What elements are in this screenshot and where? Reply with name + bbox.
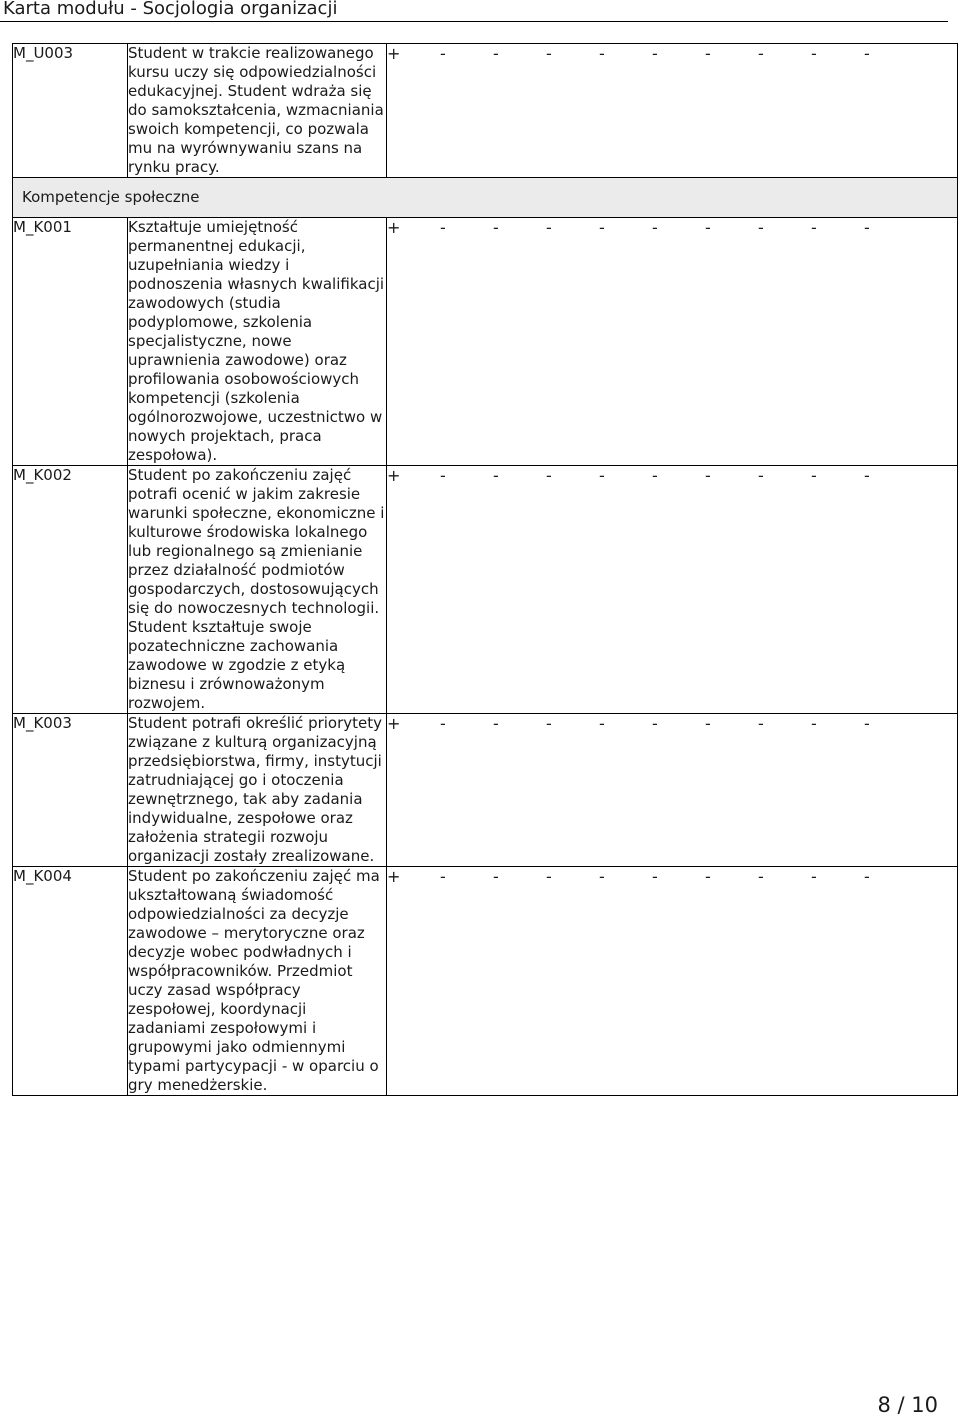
mark-cell: - [599, 218, 605, 237]
mark-cell: - [705, 867, 711, 886]
table-row [13, 44, 958, 178]
mark-cell: - [652, 218, 658, 237]
outcome-description-text: Student w trakcie realizowanego kursu uczy się odpowiedzialności edukacyjnej. Student wdraża się do samokształcenia, wzmacniania swoich kompetencji, co pozwala mu na wyrównywaniu szans na rynku pracy. [128, 44, 384, 176]
mark-cell: - [599, 867, 605, 886]
outcome-marks [387, 466, 958, 714]
outcome-description [128, 714, 387, 867]
outcome-description [128, 466, 387, 714]
mark-cell: - [440, 218, 446, 237]
mark-cell: - [758, 867, 764, 886]
mark-cell: + [387, 44, 401, 63]
mark-cell: - [440, 466, 446, 485]
mark-cell: - [864, 714, 870, 733]
mark-cell: - [758, 714, 764, 733]
mark-cell: - [811, 867, 817, 886]
mark-cell: - [652, 44, 658, 63]
mark-cell: + [387, 466, 401, 485]
mark-cell: - [546, 867, 552, 886]
page-number: 8 / 10 [877, 1393, 938, 1417]
mark-cell: - [599, 466, 605, 485]
mark-cell: - [440, 714, 446, 733]
mark-cell: - [546, 44, 552, 63]
outcome-description-text: Student po zakończeniu zajęć potrafi ocenić w jakim zakresie warunki społeczne, ekonomiczne i kulturowe środowiska lokalnego lub regionalnego są zmienianie przez działalność podmiotów gospodarczych, dostosowujących się do nowoczesnych technologii. Student kształtuje swoje pozatechniczne zachowania zawodowe w zgodzie z etyką biznesu i zrównoważonym rozwojem. [128, 466, 385, 712]
outcome-description-text: Kształtuje umiejętność permanentnej edukacji, uzupełniania wiedzy i podnoszenia własnych kwalifikacji zawodowych (studia podyplomowe, szkolenia specjalistyczne, nowe uprawnienia zawodowe) oraz profilowania osobowościowych kompetencji (szkolenia ogólnorozwojowe, uczestnictwo w nowych projektach, praca zespołowa). [128, 218, 385, 464]
mark-cell: - [546, 218, 552, 237]
mark-cell: - [440, 44, 446, 63]
mark-cell: - [493, 466, 499, 485]
mark-cell: - [493, 867, 499, 886]
mark-cell: - [705, 218, 711, 237]
mark-cell: - [811, 218, 817, 237]
outcome-marks [387, 714, 958, 867]
outcome-code: M_K004 [13, 867, 128, 1096]
mark-cell: - [864, 44, 870, 63]
document-title: Karta modułu - Socjologia organizacji [3, 0, 338, 19]
mark-cell: - [705, 466, 711, 485]
module-outcomes-table [12, 43, 958, 1096]
mark-cell: - [864, 466, 870, 485]
header-divider [0, 21, 948, 22]
mark-cell: - [758, 466, 764, 485]
outcome-code: M_U003 [13, 44, 128, 178]
table-row [13, 466, 958, 714]
table-row [13, 218, 958, 466]
outcome-description [128, 218, 387, 466]
mark-cell: - [599, 714, 605, 733]
table-row [13, 867, 958, 1096]
outcome-description [128, 44, 387, 178]
mark-cell: - [811, 714, 817, 733]
mark-cell: - [652, 714, 658, 733]
outcome-code: M_K001 [13, 218, 128, 466]
outcome-marks [387, 44, 958, 178]
section-row [13, 178, 958, 218]
outcome-code: M_K002 [13, 466, 128, 714]
mark-cell: - [705, 714, 711, 733]
outcome-description-text: Student po zakończeniu zajęć ma ukształtowaną świadomość odpowiedzialności za decyzje zawodowe – merytoryczne oraz decyzje wobec podwładnych i współpracowników. Przedmiot uczy zasad współpracy zespołowej, koordynacji zadaniami zespołowymi i grupowymi jako odmiennymi typami partycypacji - w oparciu o gry menedżerskie. [128, 867, 380, 1094]
outcome-description-text: Student potrafi określić priorytety związane z kulturą organizacyjną przedsiębiorstwa, firmy, instytucji zatrudniającej go i otoczenia zewnętrznego, tak aby zadania indywidualne, zespołowe oraz założenia strategii rozwoju organizacji zostały zrealizowane. [128, 714, 383, 865]
mark-cell: - [599, 44, 605, 63]
mark-cell: - [864, 218, 870, 237]
mark-cell: - [652, 466, 658, 485]
outcome-marks [387, 867, 958, 1096]
mark-cell: - [705, 44, 711, 63]
mark-cell: - [758, 218, 764, 237]
mark-cell: - [546, 714, 552, 733]
mark-cell: - [811, 44, 817, 63]
table-row [13, 714, 958, 867]
mark-cell: + [387, 218, 401, 237]
mark-cell: - [493, 218, 499, 237]
mark-cell: + [387, 714, 401, 733]
mark-cell: - [546, 466, 552, 485]
outcome-code: M_K003 [13, 714, 128, 867]
mark-cell: - [652, 867, 658, 886]
mark-cell: - [758, 44, 764, 63]
mark-cell: - [493, 714, 499, 733]
mark-cell: - [440, 867, 446, 886]
mark-cell: - [864, 867, 870, 886]
section-heading: Kompetencje społeczne [13, 178, 958, 218]
mark-cell: + [387, 867, 401, 886]
outcome-marks [387, 218, 958, 466]
outcome-description [128, 867, 387, 1096]
mark-cell: - [493, 44, 499, 63]
mark-cell: - [811, 466, 817, 485]
